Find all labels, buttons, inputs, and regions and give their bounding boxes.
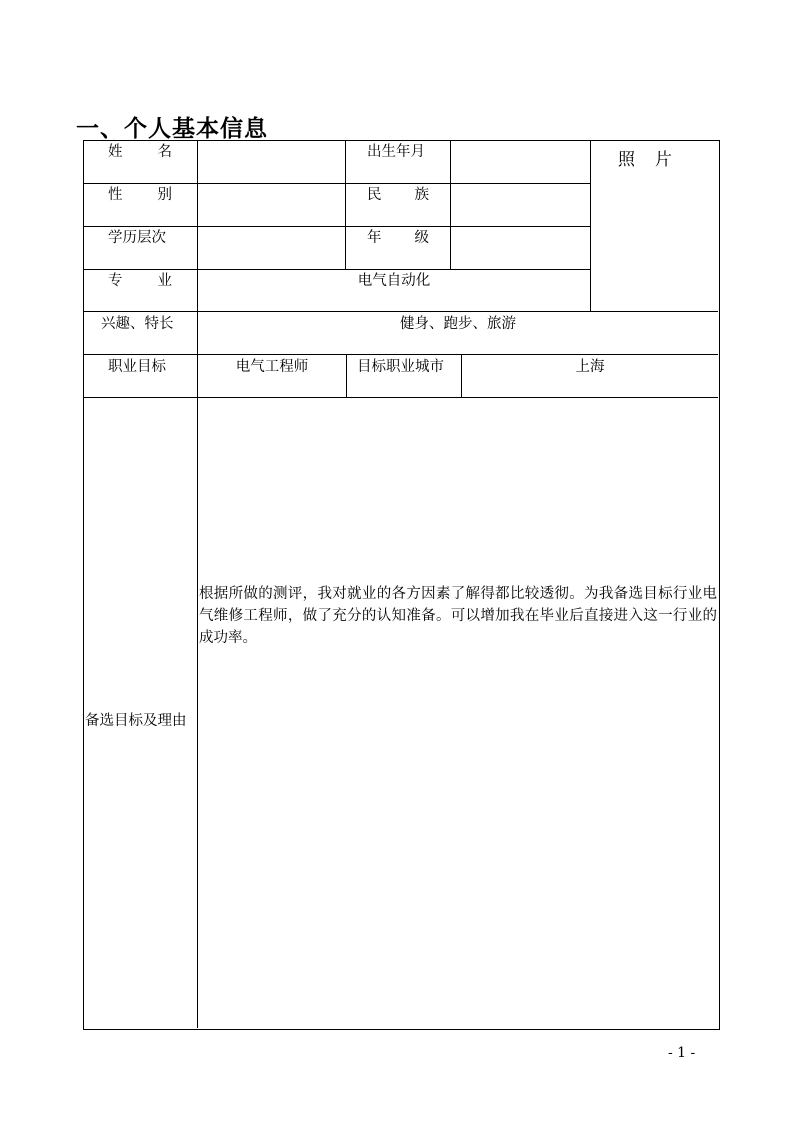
major-label: 专 业 xyxy=(108,273,172,289)
target-city-label: 目标职业城市 xyxy=(357,359,444,375)
target-city-value: 上海 xyxy=(575,359,605,375)
col-divider xyxy=(346,354,347,397)
row-divider xyxy=(84,397,718,398)
ethnicity-label: 民 族 xyxy=(367,187,429,203)
row-divider xyxy=(84,354,718,355)
section-title: 一、个人基本信息 xyxy=(76,116,268,142)
gender-field[interactable] xyxy=(199,185,344,225)
col-divider xyxy=(450,141,451,269)
row-divider xyxy=(84,311,718,312)
name-field[interactable] xyxy=(199,142,344,182)
education-field[interactable] xyxy=(199,228,344,268)
major-value: 电气自动化 xyxy=(357,273,431,289)
alternative-label: 备选目标及理由 xyxy=(85,713,187,729)
row-divider xyxy=(84,269,590,270)
grade-field[interactable] xyxy=(452,228,589,268)
birth-field[interactable] xyxy=(452,142,589,182)
name-label: 姓 名 xyxy=(108,144,172,160)
row-divider xyxy=(84,183,590,184)
col-divider xyxy=(590,141,591,311)
row-divider xyxy=(84,226,590,227)
page-number: - 1 - xyxy=(668,1045,696,1061)
career-goal-value: 电气工程师 xyxy=(235,359,309,375)
photo-label: 照 片 xyxy=(618,150,672,170)
education-label: 学历层次 xyxy=(108,230,166,246)
birth-label: 出生年月 xyxy=(367,144,425,160)
hobby-value: 健身、跑步、旅游 xyxy=(400,316,516,332)
grade-label: 年 级 xyxy=(367,230,429,246)
gender-label: 性 别 xyxy=(108,187,172,203)
hobby-label: 兴趣、特长 xyxy=(101,316,174,332)
career-goal-label: 职业目标 xyxy=(108,359,166,375)
ethnicity-field[interactable] xyxy=(452,185,589,225)
col-divider xyxy=(345,141,346,269)
alternative-text: 根据所做的测评，我对就业的各方因素了解得都比较透彻。为我备选目标行业电气维修工程师，做了充分的认知准备。可以增加我在毕业后直接进入这一行业的成功率。 xyxy=(199,586,717,646)
